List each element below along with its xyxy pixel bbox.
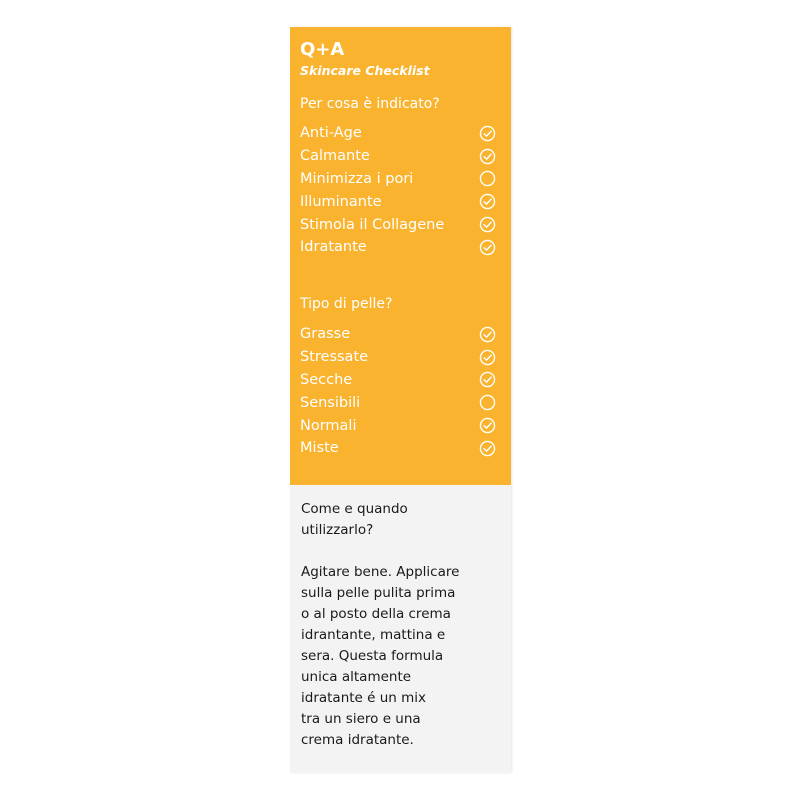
empty-circle-icon	[479, 170, 496, 187]
checklist-item	[300, 414, 496, 437]
how-to-question: Come e quando utilizzarlo?	[301, 501, 408, 538]
use-checklist	[300, 122, 496, 259]
how-to-answer: Agitare bene. Applicare sulla pelle pulita prima o al posto della crema idrantante, mattina e sera. Questa formula unica altamente idratante é un mix tra un siero e una crema idratante.	[301, 564, 460, 748]
checklist-item	[300, 369, 496, 392]
instructions-panel	[290, 485, 511, 773]
checklist-item-label: Stimola il Collagene	[300, 216, 445, 233]
checklist-item	[300, 437, 496, 460]
check-circle-icon	[479, 148, 496, 165]
checklist-panel	[290, 27, 511, 485]
checklist-item-label: Miste	[300, 440, 339, 457]
checklist-item	[300, 190, 496, 213]
skin-section-title: Tipo di pelle?	[300, 296, 393, 312]
checklist-item-label: Normali	[300, 417, 357, 434]
check-circle-icon	[479, 216, 496, 233]
check-circle-icon	[479, 417, 496, 434]
check-circle-icon	[479, 349, 496, 366]
checklist-item	[300, 145, 496, 168]
checklist-item-label: Idratante	[300, 239, 367, 256]
checklist-subtitle: Skincare Checklist	[300, 63, 430, 78]
checklist-item	[300, 323, 496, 346]
check-circle-icon	[479, 440, 496, 457]
check-circle-icon	[479, 326, 496, 343]
checklist-item	[300, 168, 496, 191]
empty-circle-icon	[479, 394, 496, 411]
checklist-item-label: Calmante	[300, 148, 370, 165]
checklist-item-label: Illuminante	[300, 193, 382, 210]
checklist-item	[300, 213, 496, 236]
brand-logo: Q+A	[300, 39, 345, 60]
check-circle-icon	[479, 371, 496, 388]
check-circle-icon	[479, 239, 496, 256]
check-circle-icon	[479, 125, 496, 142]
use-section-title: Per cosa è indicato?	[300, 96, 440, 112]
checklist-item-label: Grasse	[300, 326, 351, 343]
checklist-item	[300, 346, 496, 369]
checklist-item-label: Sensibili	[300, 394, 361, 411]
check-circle-icon	[479, 193, 496, 210]
skin-checklist	[300, 323, 496, 460]
checklist-item	[300, 236, 496, 259]
checklist-item-label: Secche	[300, 371, 353, 388]
checklist-item	[300, 391, 496, 414]
product-box-panel	[290, 27, 511, 773]
checklist-item-label: Stressate	[300, 349, 369, 366]
checklist-item-label: Anti-Age	[300, 125, 362, 142]
checklist-item	[300, 122, 496, 145]
checklist-item-label: Minimizza i pori	[300, 170, 414, 187]
